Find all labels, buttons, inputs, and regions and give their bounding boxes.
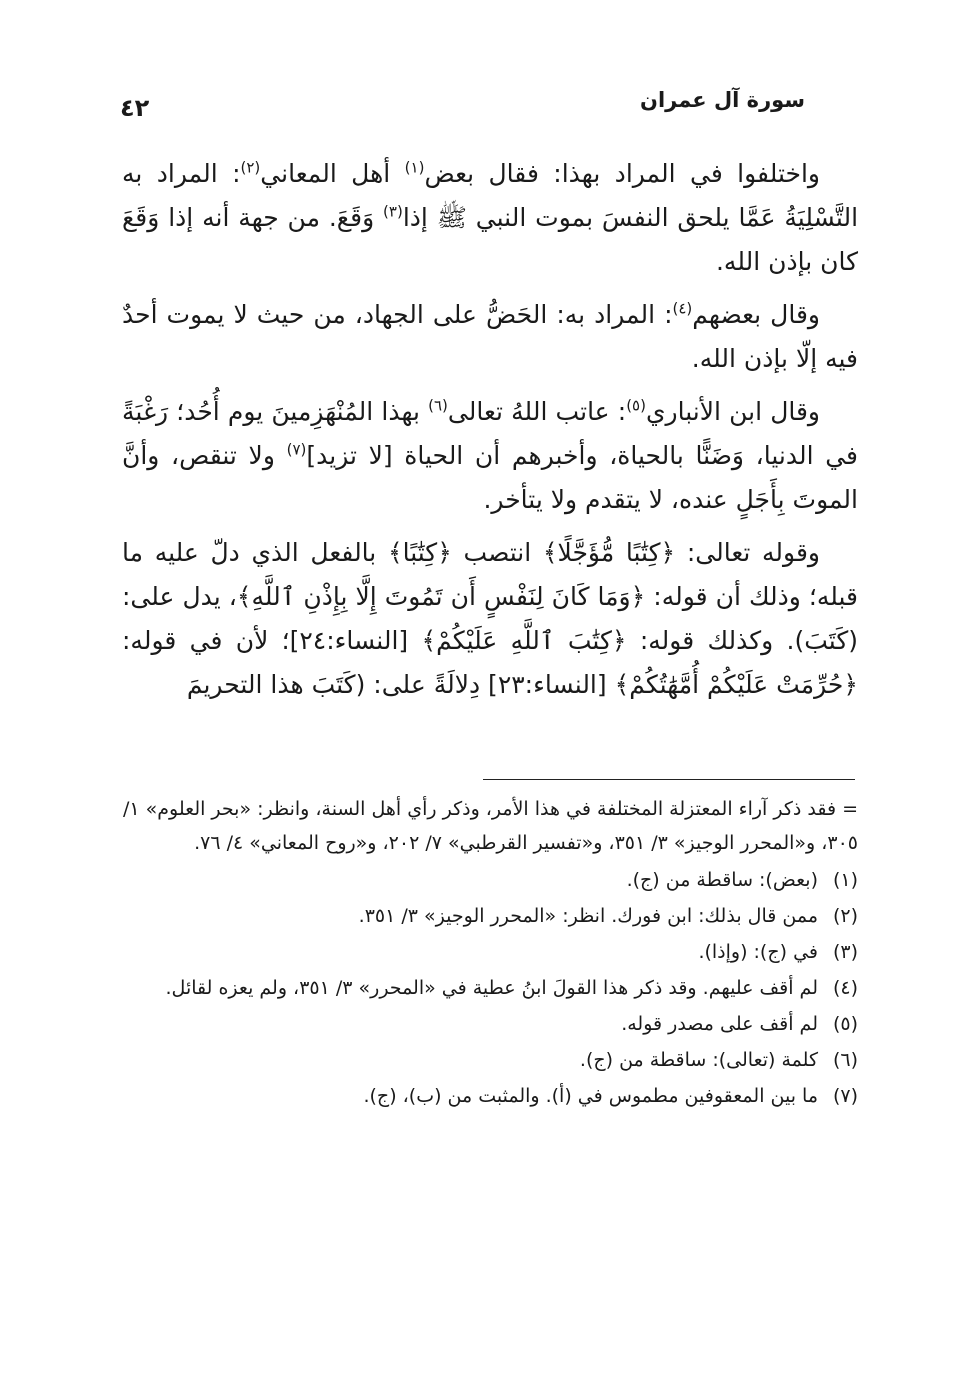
footnote-ref[interactable]: (٥) [626, 396, 646, 415]
paragraph: وقال بعضهم$^{(٤)}$: المراد به: الحَضُّ على الجهاد، من حيث لا يموت أحدٌ فيه إلّا بإذن الله. [122, 299, 858, 373]
footnote-separator [483, 779, 855, 780]
footnote-ref[interactable]: (٤) [672, 299, 693, 318]
footnotes [122, 792, 858, 1115]
footnote-number: (٥) [832, 1013, 858, 1035]
footnote [122, 863, 858, 897]
quran-quote: ﴿كِتَٰبًا مُّؤَجَّلًا﴾ [542, 538, 676, 567]
footnote-number: (٦) [832, 1049, 858, 1071]
footnote-text: ممن قال بذلك: ابن فورك. انظر: «المحرر الوجيز» ٣/ ٣٥١. [358, 905, 818, 927]
footnote [122, 971, 858, 1005]
main-text [122, 152, 858, 716]
page-number: ٤٢ [120, 94, 150, 122]
footnote-ref[interactable]: (٢) [240, 158, 261, 177]
footnote-continuation: = فقد ذكر آراء المعتزلة المختلفة في هذا الأمر، وذكر رأي أهل السنة، وانظر: «بحر العلوم» ١/ ٣٠٥، و«المحرر الوجيز» ٣/ ٣٥١، و«تفسير القرطبي» ٧/ ٢٠٢، و«روح المعاني» ٤/ ٧٦. [123, 798, 858, 854]
footnote-number: (٣) [832, 941, 858, 963]
footnote-text: في (ج): (وإذا). [698, 941, 818, 963]
quran-quote: ﴿حُرِّمَتْ عَلَيْكُمْ أُمَّهَٰتُكُمْ﴾ [614, 670, 858, 699]
paragraph: واختلفوا في المراد بهذا: فقال بعض$^{(١)}$ أهل المعاني$^{(٢)}$: المراد به التَّسْلِيَةُ عَمَّا يلحق النفسَ بموت النبي ﷺ إذا$^{(٣)}$ وَقَعَ. من جهة أنه إذا وَقَعَ كان بإذن الله. [122, 158, 859, 276]
footnote-text: كلمة (تعالى): ساقطة من (ج). [579, 1049, 818, 1071]
footnote-number: (٧) [832, 1085, 858, 1107]
footnote [122, 935, 858, 969]
footnote-text: (بعض): ساقطة من (ج). [626, 869, 818, 891]
footnote-ref[interactable]: (٧) [286, 440, 307, 459]
paragraph: وقال ابن الأنباري$^{(٥)}$: عاتب اللهُ تعالى$^{(٦)}$ بهذا المُنْهَزِمينَ يوم أُحُد؛ رَغْبَةً في الدنيا، وَضَنًّا بالحياة، وأخبرهم أن الحياة [لا تزيد]$^{(٧)}$ ولا تنقص، وأنَّ الموتَ بِأَجَلٍ عنده، لا يتقدم ولا يتأخر. [122, 396, 858, 514]
paragraph: وقوله تعالى: ﴿كِتَٰبًا مُّؤَجَّلًا﴾ انتصب ﴿كِتَٰبًا﴾ بالفعل الذي دلّ عليه ما قبله؛ وذلك أن قوله: ﴿وَمَا كَانَ لِنَفْسٍ أَن تَمُوتَ إِلَّا بِإِذْنِ ٱللَّهِ﴾، يدل على: (كَتَبَ). وكذلك قوله: ﴿كِتَٰبَ ٱللَّهِ عَلَيْكُمْ﴾ [النساء:٢٤]؛ لأن في قوله: ﴿حُرِّمَتْ عَلَيْكُمْ أُمَّهَٰتُكُمْ﴾ [النساء:٢٣] دِلالَةً على: (كَتَبَ هذا التحريمَ [122, 538, 859, 699]
quran-quote: ﴿وَمَا كَانَ لِنَفْسٍ أَن تَمُوتَ إِلَّا بِإِذْنِ ٱللَّهِ﴾ [236, 582, 646, 611]
footnote [122, 1079, 858, 1113]
footnote-ref[interactable]: (٦) [428, 396, 448, 415]
footnote [122, 899, 858, 933]
footnote-number: (٤) [832, 977, 858, 999]
footnote-text: ما بين المعقوفين مطموس في (أ). والمثبت من (ب)، (ج). [363, 1085, 818, 1107]
footnote-text: لم أقف على مصدر قوله. [621, 1013, 818, 1035]
footnote-ref[interactable]: (٣) [383, 202, 403, 221]
footnote-number: (١) [832, 869, 858, 891]
quran-quote: ﴿كِتَٰبَ ٱللَّهِ عَلَيْكُمْ﴾ [421, 626, 627, 655]
quran-quote: ﴿كِتَٰبًا﴾ [387, 538, 452, 567]
footnote [122, 1007, 858, 1041]
footnote-ref[interactable]: (١) [404, 158, 425, 177]
page-header [120, 80, 855, 128]
footnote [122, 1043, 858, 1077]
running-title: سورة آل عمران [640, 88, 805, 112]
footnote-text: لم أقف عليهم. وقد ذكر هذا القولَ ابنُ عطية في «المحرر» ٣/ ٣٥١، ولم يعزه لقائل. [165, 977, 818, 999]
footnote-number: (٢) [832, 905, 858, 927]
